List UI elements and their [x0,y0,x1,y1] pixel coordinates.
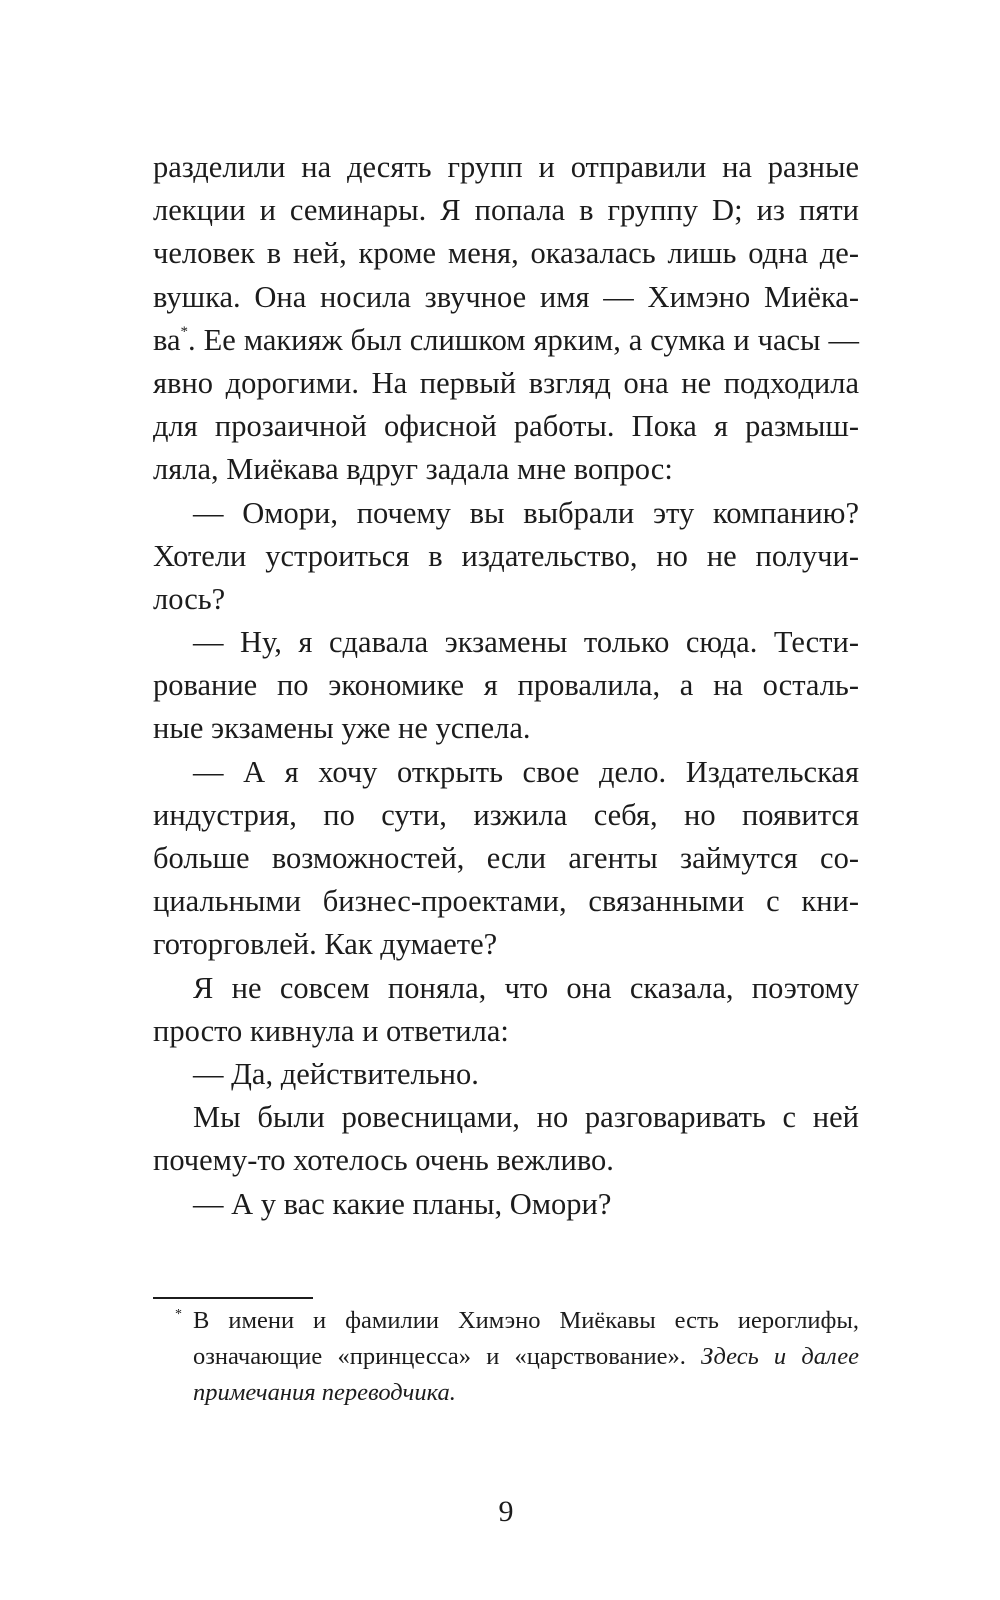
text-line: готорговлей. Как думаете? [153,927,498,962]
dialogue-line: — Омори, почему вы выбрали эту компанию? [193,495,859,530]
text-line: лекции и семинары. Я попала в группу D; из пяти [153,193,859,228]
text-line: циальными бизнес-проектами, связанными с кни- [153,884,859,919]
text-line: вушка. Она носила звучное имя — Химэно Миёка- [153,279,859,314]
body-text [153,146,859,1226]
line-prefix: ва [153,322,181,357]
line-rest: Ее макияж был слишком ярким, а сумка и часы — [203,322,859,357]
footnote-reference: * [180,323,189,340]
footnote-text: означающие «принцесса» и «царствование». [193,1343,701,1370]
text-line: рование по экономике я провалила, а на осталь- [153,668,859,703]
text-line: индустрия, по сути, изжила себя, но появится [153,797,859,832]
footnote-italic-line: примечания переводчика. [193,1379,456,1406]
text-line: человек в ней, кроме меня, оказалась лишь одна де- [153,236,859,271]
text-line: разделили на десять групп и отправили на разные [153,150,859,184]
text-line: больше возможностей, если агенты займутся со- [153,841,859,875]
dialogue-line: — А у вас какие планы, Омори? [193,1186,612,1221]
line-punct: . [188,322,204,357]
text-line: ляла, Миёкава вдруг задала мне вопрос: [153,452,673,487]
dialogue-line: — А я хочу открыть свое дело. Издательская [193,754,859,789]
footnote-line [153,1303,859,1339]
page-number: 9 [498,1495,514,1528]
footnote-marker: * [175,1307,182,1322]
footnote-separator [153,1297,313,1299]
text-line: ные экзамены уже не успела. [153,711,531,746]
paragraph-start-line: Я не совсем поняла, что она сказала, поэтому [193,970,859,1005]
footnote-text: В имени и фамилии Химэно Миёкавы есть иероглифы, [193,1307,859,1334]
text-line: почему-то хотелось очень вежливо. [153,1143,614,1178]
footnote-line [153,1339,859,1375]
text-line: Хотели устроиться в издательство, но не получи- [153,538,859,573]
text-line: для прозаичной офисной работы. Пока я размыш- [153,409,859,444]
dialogue-line: — Ну, я сдавала экзамены только сюда. Тести- [193,625,859,660]
dialogue-line: — Да, действительно. [193,1056,479,1091]
text-line: явно дорогими. На первый взгляд она не подходила [153,365,859,400]
text-line: просто кивнула и ответила: [153,1013,509,1048]
text-line-with-footnote-mark [153,319,859,362]
paragraph-start-line: Мы были ровесницами, но разговаривать с ней [193,1100,859,1135]
footnote [153,1303,859,1411]
text-line: лось? [153,581,226,616]
footnote-italic-text: Здесь и далее [701,1343,859,1370]
